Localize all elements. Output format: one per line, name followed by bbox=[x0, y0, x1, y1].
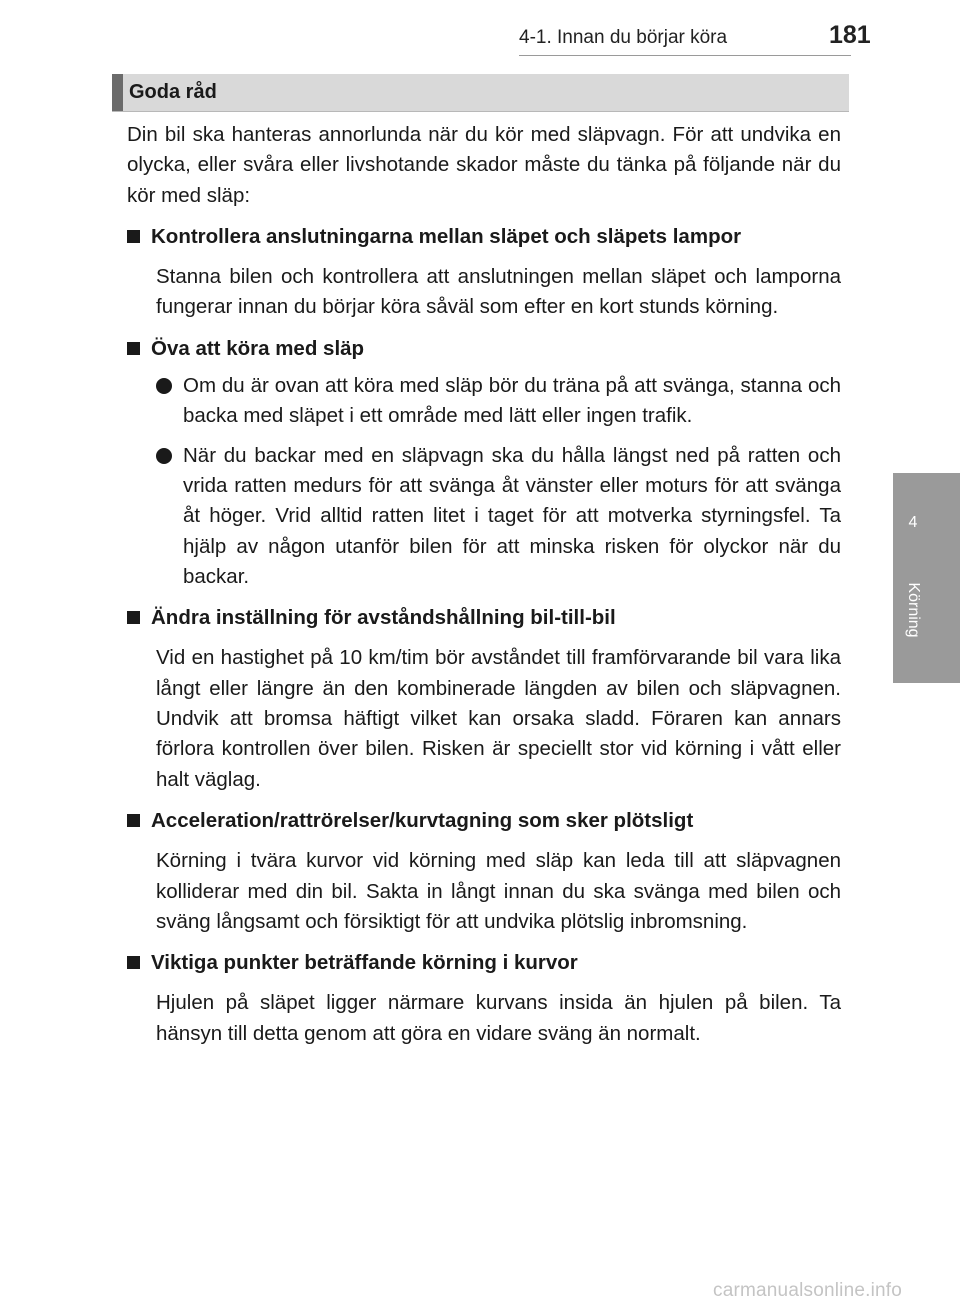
page-number: 181 bbox=[829, 21, 871, 49]
watermark: carmanualsonline.info bbox=[713, 1280, 903, 1301]
round-bullet-icon bbox=[156, 378, 172, 394]
square-bullet-icon bbox=[127, 230, 140, 243]
list-item-text: Om du är ovan att köra med släp bör du träna på att svänga, stanna och backa med släpet i ett område med lätt eller ingen trafik. bbox=[183, 374, 841, 428]
square-bullet-icon bbox=[127, 342, 140, 355]
square-bullet-icon bbox=[127, 814, 140, 827]
section-heading: Viktiga punkter beträffande körning i kurvor bbox=[151, 951, 578, 975]
section-body: Vid en hastighet på 10 km/tim bör avståndet till framförvarande bil vara lika långt eller längre än den kombinerade längden av bilen och släpvagnen. Undvik att bromsa häftigt vilket kan orsaka sladd. Föraren kan annars förlora kontrollen över bilen. Risken är speciellt stor vid körning i vått eller halt väglag. bbox=[156, 646, 841, 791]
tips-title: Goda råd bbox=[129, 81, 217, 103]
tips-header-box bbox=[112, 74, 849, 112]
chapter-side-tab bbox=[893, 473, 960, 683]
square-bullet-icon bbox=[127, 956, 140, 969]
round-bullet-icon bbox=[156, 448, 172, 464]
section-body: Hjulen på släpet ligger närmare kurvans insida än hjulen på bilen. Ta hänsyn till detta genom att göra en vidare sväng än normalt. bbox=[156, 991, 841, 1045]
section-body: Stanna bilen och kontrollera att anslutningen mellan släpet och lamporna fungerar innan du börjar köra såväl som efter en kort stunds körning. bbox=[156, 265, 841, 319]
tips-accent-bar bbox=[112, 74, 123, 111]
section-body: Körning i tvära kurvor vid körning med släp kan leda till att släpvagnen kolliderar med din bil. Sakta in långt innan du ska svänga med bilen och sväng långsamt och försiktigt för att undvika plötslig inbromsning. bbox=[156, 849, 841, 933]
section-following-distance bbox=[127, 603, 841, 795]
section-sudden-maneuvers bbox=[127, 806, 841, 937]
chapter-number: 4 bbox=[908, 514, 918, 531]
section-check-connections bbox=[127, 222, 841, 323]
intro-paragraph: Din bil ska hanteras annorlunda när du kör med släpvagn. För att undvika en olycka, eller svåra eller livshotande skador måste du tänka på följande när du kör med släp: bbox=[127, 123, 841, 207]
chapter-title: Körning bbox=[905, 582, 922, 638]
section-heading: Acceleration/rattrörelser/kurvtagning som sker plötsligt bbox=[151, 808, 694, 832]
square-bullet-icon bbox=[127, 611, 140, 624]
list-item bbox=[156, 371, 841, 432]
section-practice-driving bbox=[127, 334, 841, 592]
running-header-section: 4-1. Innan du börjar köra bbox=[519, 27, 728, 48]
list-item bbox=[156, 441, 841, 592]
header-divider bbox=[519, 55, 851, 56]
section-heading: Öva att köra med släp bbox=[151, 336, 365, 360]
main-content bbox=[127, 120, 841, 1049]
section-heading: Kontrollera anslutningarna mellan släpet och släpets lampor bbox=[151, 224, 742, 248]
list-item-text: När du backar med en släpvagn ska du hålla längst ned på ratten och vrida ratten medurs för att svänga åt vänster eller moturs för att svänga åt höger. Vrid alltid ratten litet i taget för att motverka styrningsfel. Ta hjälp av någon utanför bilen för att minska risken för olyckor när du backar. bbox=[183, 443, 841, 588]
section-heading: Ändra inställning för avståndshållning bil-till-bil bbox=[151, 606, 616, 630]
section-cornering bbox=[127, 948, 841, 1049]
